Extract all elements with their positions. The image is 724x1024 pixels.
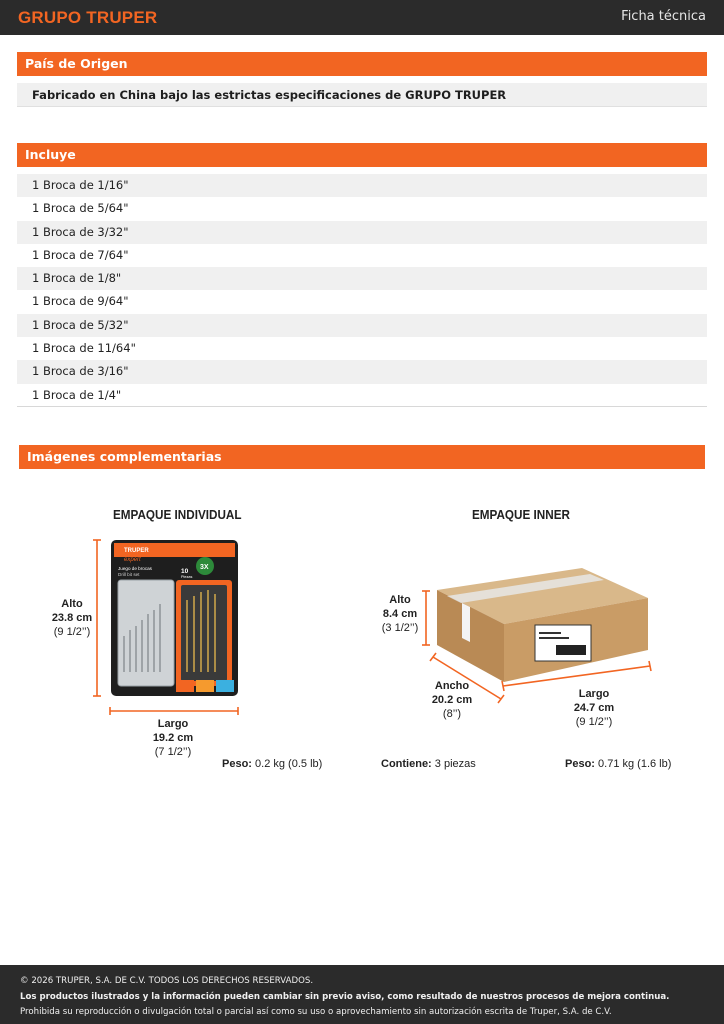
section-header-images: Imágenes complementarias <box>19 445 705 469</box>
package-pieces-word: Piezas <box>181 575 193 579</box>
contains-label: Contiene: <box>381 758 432 770</box>
inner-height-dimension-line <box>422 591 430 645</box>
package-badge: 3X <box>200 564 209 571</box>
document-type-label: Ficha técnica <box>621 9 706 24</box>
dimension-imperial: (9 1/2’’) <box>53 626 91 638</box>
list-item: 1 Broca de 5/64" <box>32 201 129 216</box>
list-item: 1 Broca de 9/64" <box>32 294 129 309</box>
inner-weight <box>565 758 671 770</box>
cardboard-box-image <box>437 568 648 682</box>
list-item: 1 Broca de 1/4" <box>17 384 707 407</box>
dimension-name: Largo <box>578 688 610 700</box>
dimension-name: Alto <box>389 594 411 606</box>
package-product-en: Drill bit set <box>118 572 140 577</box>
dimension-metric: 8.4 cm <box>382 608 418 620</box>
inner-height-label <box>378 593 422 635</box>
individual-package-title: EMPAQUE INDIVIDUAL <box>113 507 242 522</box>
dimension-imperial: (9 1/2’’) <box>575 716 613 728</box>
contains-value: 3 piezas <box>434 758 476 770</box>
individual-length-dimension-line <box>110 707 238 715</box>
drill-set-package-image <box>111 540 238 696</box>
list-item: 1 Broca de 3/16" <box>17 360 707 383</box>
package-pieces-number: 10 <box>181 568 189 575</box>
dimension-name: Alto <box>61 598 83 610</box>
brand-logo: GRUPO TRUPER <box>18 8 158 27</box>
footer-prohibition: Prohibida su reproducción o divulgación total o parcial así como su uso o aprovechamiento sin autorización escrita de Truper, S.A. de C.V. <box>20 1007 612 1017</box>
dimension-metric: 19.2 cm <box>152 732 194 744</box>
weight-label: Peso: <box>565 758 595 770</box>
weight-value: 0.2 kg (0.5 lb) <box>255 758 323 770</box>
list-item: 1 Broca de 5/32" <box>17 314 707 337</box>
dimension-metric: 23.8 cm <box>51 612 93 624</box>
individual-length-label <box>144 717 202 759</box>
origin-text: Fabricado en China bajo las estrictas especificaciones de GRUPO TRUPER <box>17 83 707 107</box>
list-item: 1 Broca de 11/64" <box>32 341 136 356</box>
inner-length-label <box>565 687 623 729</box>
dimension-name: Ancho <box>434 680 470 692</box>
inner-package-title: EMPAQUE INNER <box>472 507 570 522</box>
dimension-metric: 20.2 cm <box>431 694 473 706</box>
list-item: 1 Broca de 1/16" <box>17 174 707 197</box>
package-brand-bottom: expert <box>124 557 141 563</box>
list-item: 1 Broca de 3/32" <box>17 221 707 244</box>
footer-notice: Los productos ilustrados y la información pueden cambiar sin previo aviso, como resultado de nuestros procesos de mejora continua. <box>20 991 670 1002</box>
section-header-origin: País de Origen <box>17 52 707 76</box>
package-brand-top: TRUPER <box>124 548 149 554</box>
dimension-imperial: (8’’) <box>442 708 462 720</box>
footer <box>0 965 724 1024</box>
list-item: 1 Broca de 1/8" <box>17 267 707 290</box>
individual-weight <box>222 758 322 770</box>
dimension-imperial: (7 1/2’’) <box>154 746 192 758</box>
list-item: 1 Broca de 7/64" <box>32 247 129 262</box>
weight-value: 0.71 kg (1.6 lb) <box>598 758 672 770</box>
section-header-includes: Incluye <box>17 143 707 167</box>
weight-label: Peso: <box>222 758 252 770</box>
package-product-es: Juego de brocas <box>118 566 152 571</box>
dimension-name: Largo <box>157 718 189 730</box>
inner-contents <box>381 758 476 770</box>
inner-width-label <box>424 679 480 721</box>
dimension-metric: 24.7 cm <box>573 702 615 714</box>
individual-height-label <box>48 597 96 639</box>
footer-copyright: © 2026 TRUPER, S.A. DE C.V. TODOS LOS DERECHOS RESERVADOS. <box>20 976 314 986</box>
dimension-imperial: (3 1/2’’) <box>381 622 419 634</box>
